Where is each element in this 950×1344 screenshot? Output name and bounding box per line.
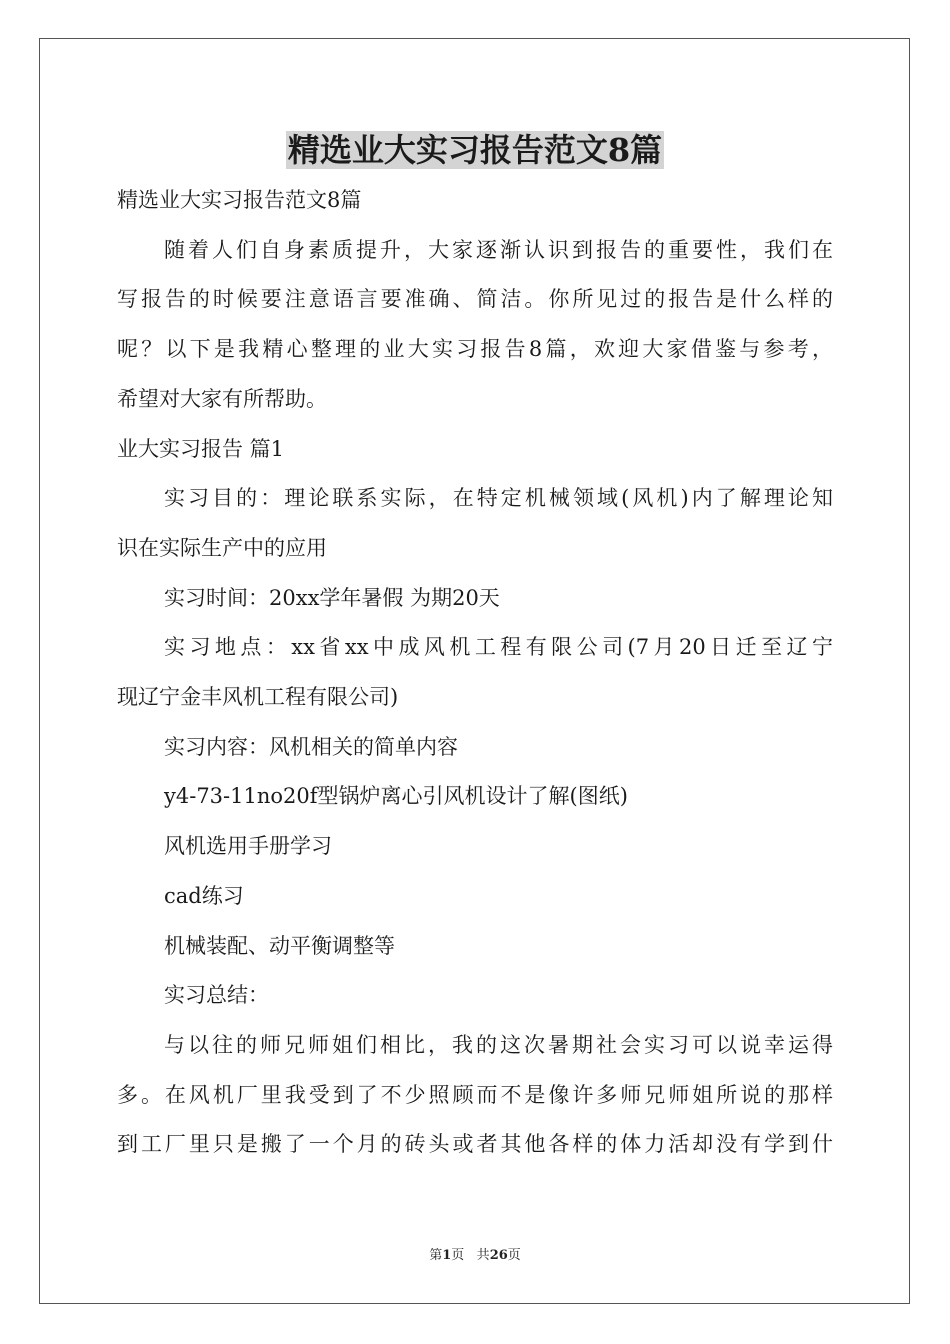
body-line: 实习地点：xx省xx中成风机工程有限公司(7月20日迁至辽宁 (164, 635, 833, 660)
body-line: 多。在风机厂里我受到了不少照顾而不是像许多师兄师姐所说的那样 (117, 1082, 833, 1107)
body-line: 现辽宁金丰风机工程有限公司) (117, 685, 399, 710)
body-line: 希望对大家有所帮助。 (117, 386, 327, 411)
page-number: 1 (442, 1248, 452, 1263)
body-line: 实习时间：20xx学年暑假 为期20天 (164, 585, 500, 610)
body-line: 随着人们自身素质提升，大家逐渐认识到报告的重要性，我们在 (164, 237, 833, 262)
section-heading: 业大实习报告 篇1 (117, 436, 285, 461)
total-suffix: 页 (507, 1248, 521, 1263)
body-line: 机械装配、动平衡调整等 (164, 933, 395, 958)
body-line: 风机选用手册学习 (164, 834, 332, 859)
page-suffix: 页 (451, 1248, 465, 1263)
page-footer (0, 1247, 950, 1265)
total-prefix: 共 (476, 1248, 490, 1263)
body-line: y4-73-11no20f型锅炉离心引风机设计了解(图纸) (164, 784, 628, 809)
body-line: 识在实际生产中的应用 (117, 535, 327, 560)
body-line: 呢？以下是我精心整理的业大实习报告8篇，欢迎大家借鉴与参考， (117, 337, 833, 362)
body-line: 实习目的：理论联系实际，在特定机械领域(风机)内了解理论知 (164, 486, 833, 511)
body-line: 实习内容：风机相关的简单内容 (164, 734, 458, 759)
body-line: 实习总结： (164, 983, 269, 1008)
body-line: cad练习 (164, 883, 244, 908)
page-prefix: 第 (429, 1248, 443, 1263)
body-line: 与以往的师兄师姐们相比，我的这次暑期社会实习可以说幸运得 (164, 1032, 833, 1057)
body-line: 精选业大实习报告范文8篇 (117, 188, 362, 212)
document-title (0, 128, 950, 172)
total-pages: 26 (489, 1248, 508, 1263)
body-line: 写报告的时候要注意语言要准确、简洁。你所见过的报告是什么样的 (117, 287, 833, 312)
document-title-text: 精选业大实习报告范文8篇 (287, 131, 663, 169)
body-line: 到工厂里只是搬了一个月的砖头或者其他各样的体力活却没有学到什 (117, 1132, 833, 1157)
document-body (117, 176, 833, 1170)
